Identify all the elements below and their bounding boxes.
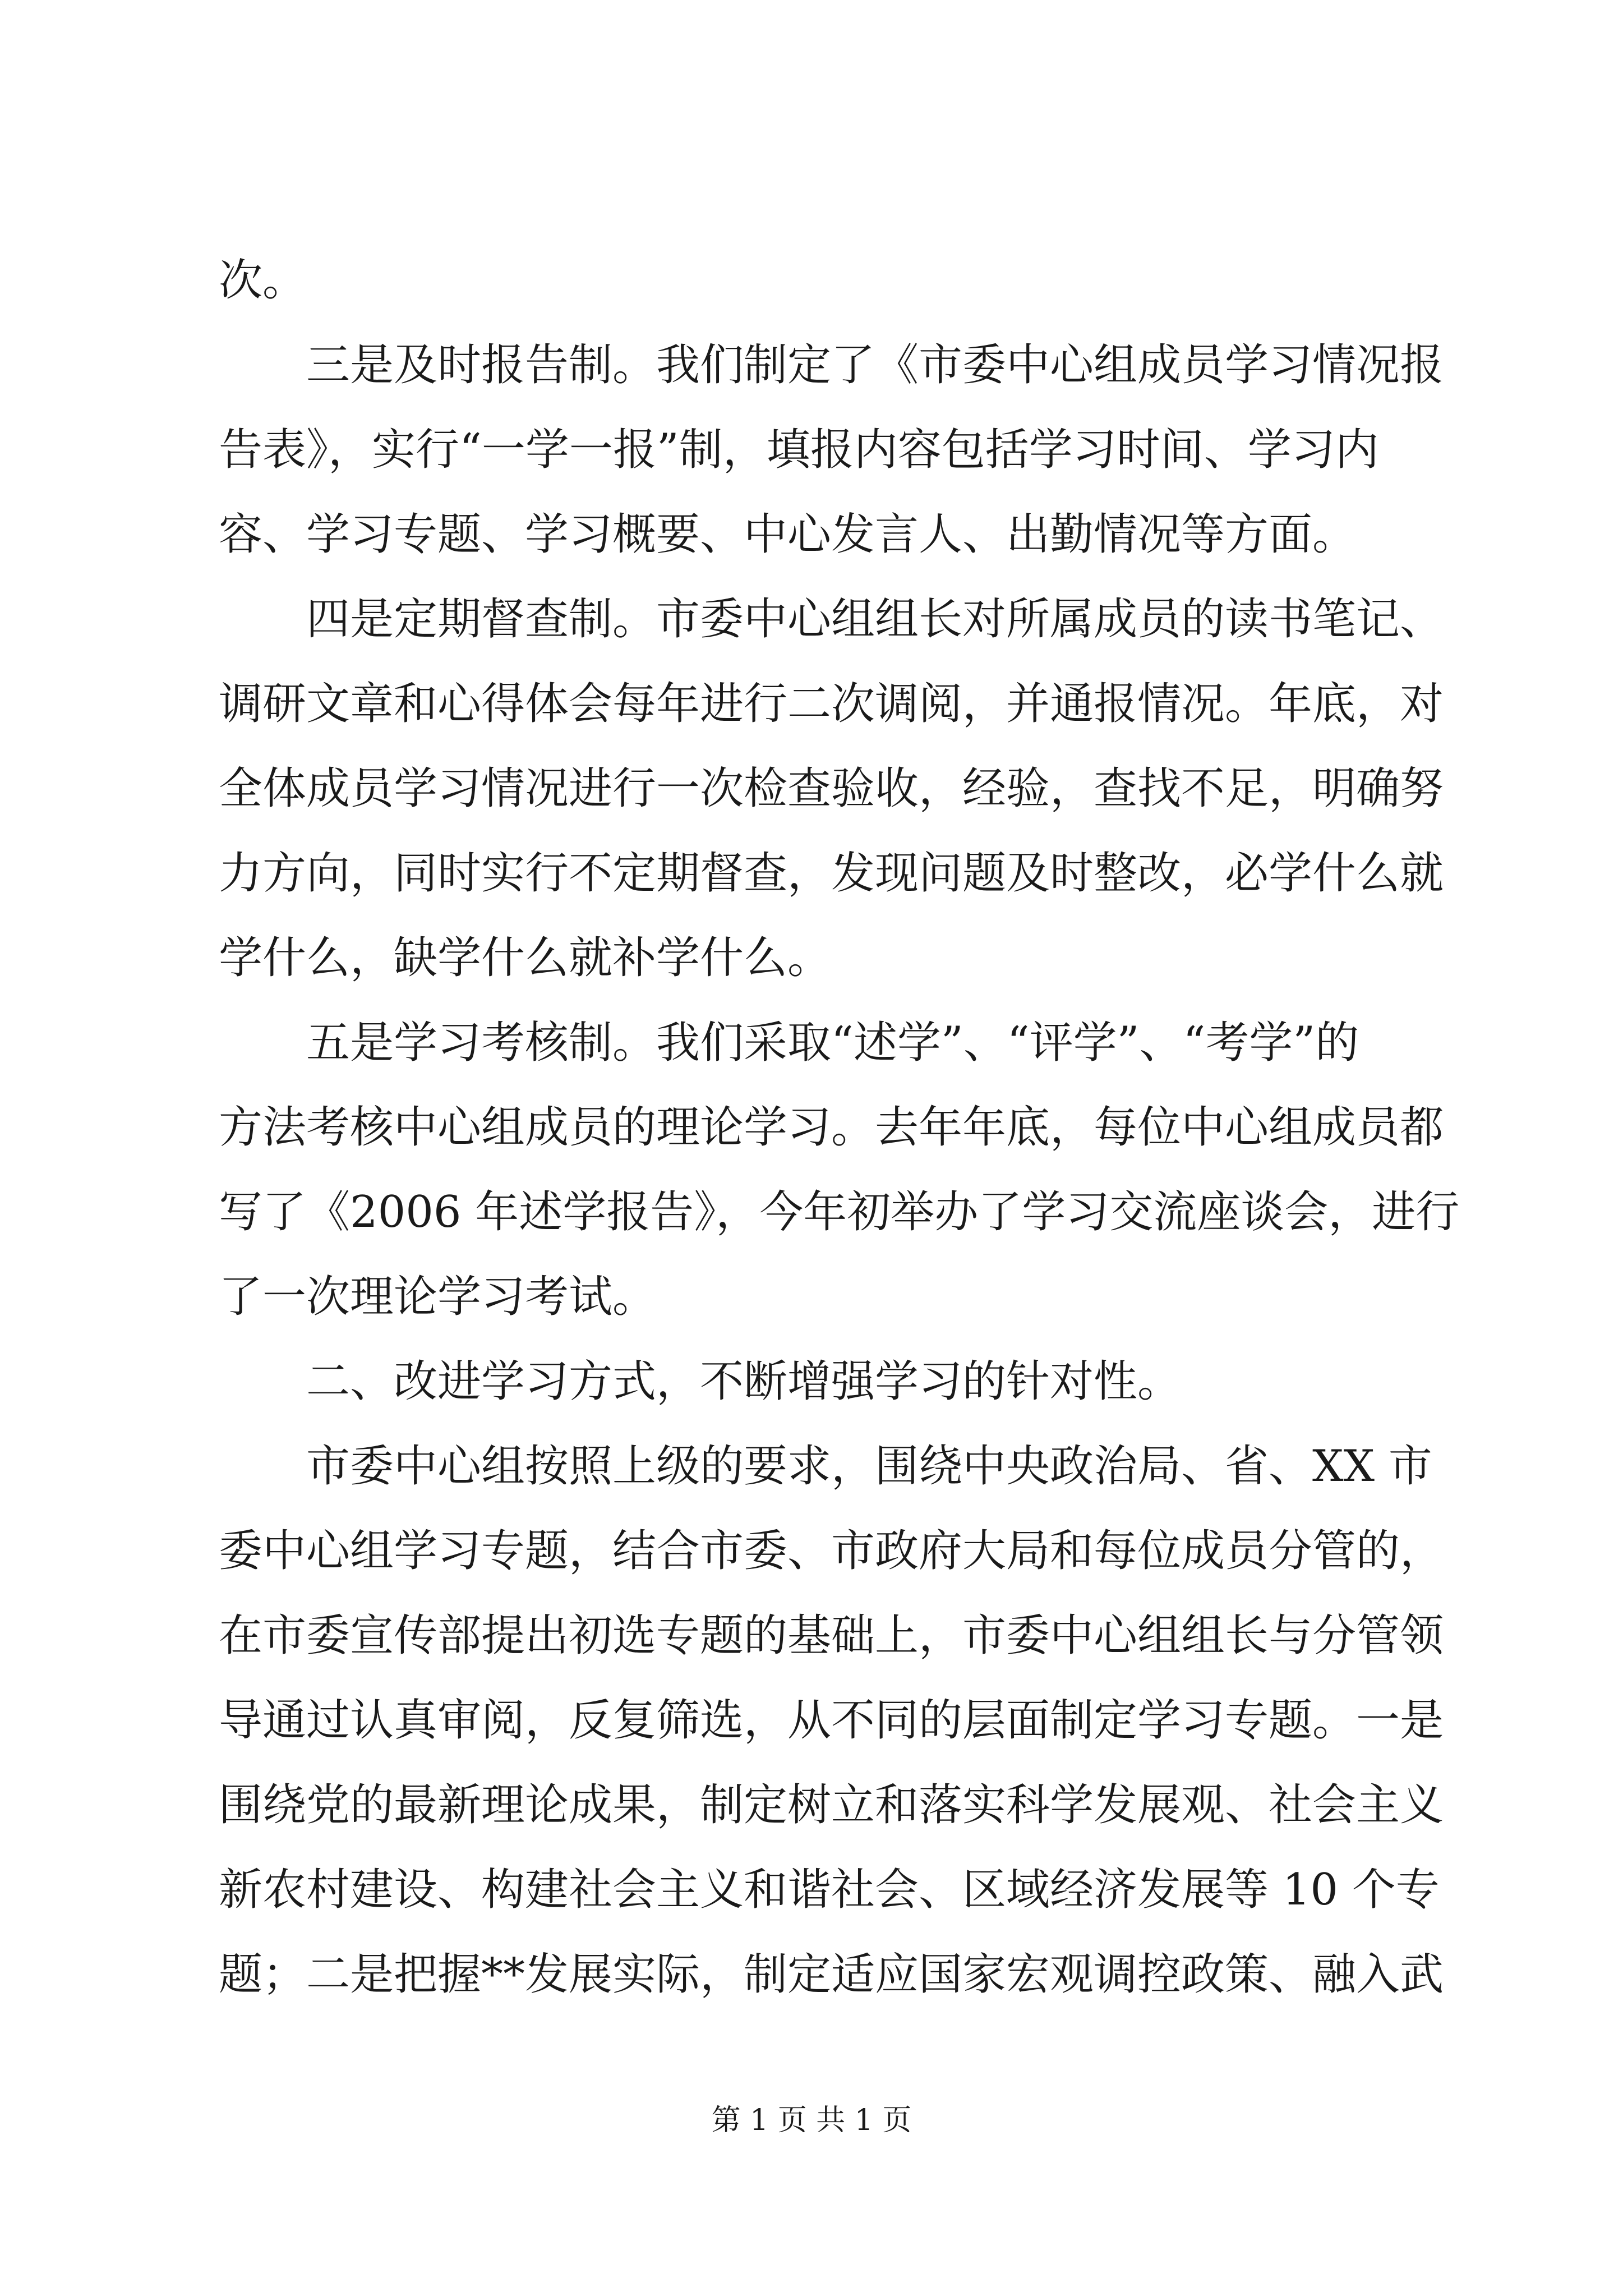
text-line: 了一次理论学习考试。 — [219, 1272, 657, 1322]
text-line: 四是定期督查制。市委中心组组长对所属成员的读书笔记、 — [219, 594, 1444, 645]
text-line: 新农村建设、构建社会主义和谐社会、区域经济发展等 10 个专 — [219, 1865, 1440, 1915]
text-line: 围绕党的最新理论成果，制定树立和落实科学发展观、社会主义 — [219, 1780, 1444, 1830]
text-line: 容、学习专题、学习概要、中心发言人、出勤情况等方面。 — [219, 509, 1357, 560]
section-heading: 二、改进学习方式，不断增强学习的针对性。 — [219, 1356, 1182, 1407]
text-line: 调研文章和心得体会每年进行二次调阅，并通报情况。年底，对 — [219, 679, 1444, 729]
text-line: 市委中心组按照上级的要求，围绕中央政治局、省、XX 市 — [219, 1441, 1432, 1492]
text-line: 力方向，同时实行不定期督查，发现问题及时整改，必学什么就 — [219, 848, 1444, 899]
document-body — [219, 238, 1460, 2017]
text-line: 三是及时报告制。我们制定了《市委中心组成员学习情况报 — [219, 340, 1444, 390]
text-line: 次。 — [219, 255, 307, 306]
text-line: 在市委宣传部提出初选专题的基础上，市委中心组组长与分管领 — [219, 1611, 1444, 1661]
text-line: 写了《2006 年述学报告》，今年初举办了学习交流座谈会，进行 — [219, 1187, 1460, 1237]
text-line: 学什么，缺学什么就补学什么。 — [219, 933, 832, 983]
text-line: 题；二是把握**发展实际，制定适应国家宏观调控政策、融入武 — [219, 1949, 1444, 2000]
text-line: 告表》，实行“一学一报”制，填报内容包括学习时间、学习内 — [219, 425, 1379, 475]
page-number-footer: 第 1 页 共 1 页 — [711, 2104, 912, 2137]
text-line: 导通过认真审阅，反复筛选，从不同的层面制定学习专题。一是 — [219, 1695, 1444, 1746]
text-line: 委中心组学习专题，结合市委、市政府大局和每位成员分管的， — [219, 1526, 1444, 1576]
text-line: 全体成员学习情况进行一次检查验收，经验，查找不足，明确努 — [219, 763, 1444, 814]
text-line: 方法考核中心组成员的理论学习。去年年底，每位中心组成员都 — [219, 1102, 1444, 1153]
text-line: 五是学习考核制。我们采取“述学”、“评学”、“考学”的 — [219, 1018, 1359, 1068]
